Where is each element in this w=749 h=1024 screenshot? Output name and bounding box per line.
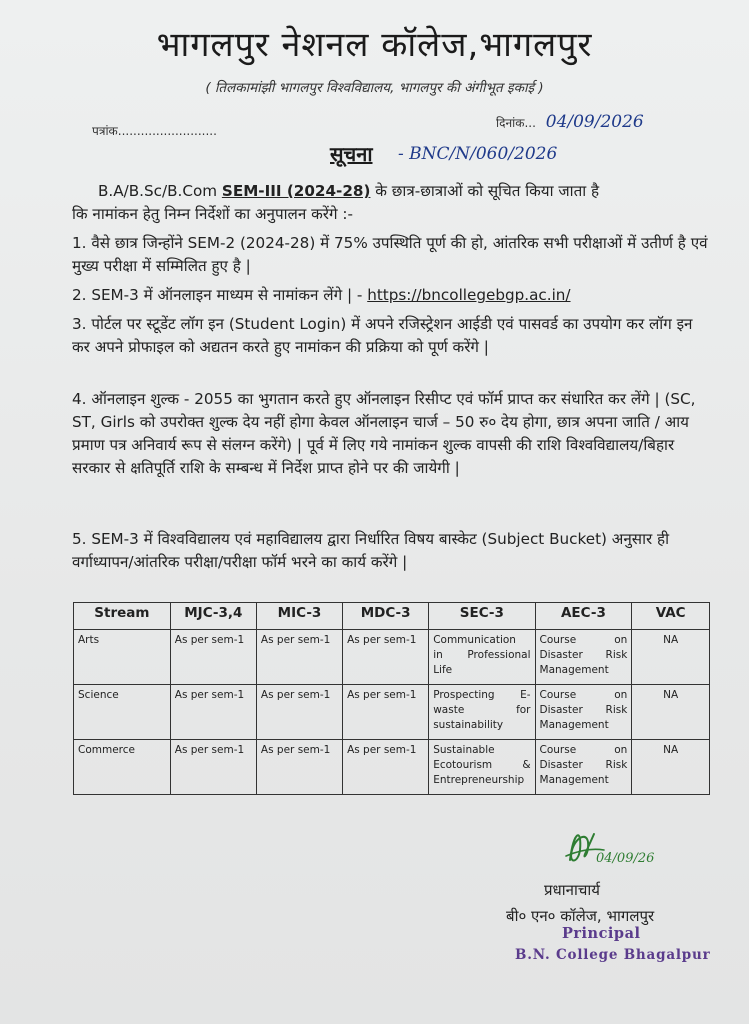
intro-line-2: कि नामांकन हेतु निम्न निर्देशों का अनुपालन करेंगे :- [72,205,353,223]
cell-vac: NA [632,630,710,685]
dinank-label: दिनांक [496,116,525,130]
intro-rest: के छात्र-छात्राओं को सूचित किया जाता है [375,182,600,200]
notice-reference: - BNC/N/060/2026 [398,144,558,164]
cell-mdc: As per sem-1 [343,630,429,685]
cell-vac: NA [632,740,710,795]
table-header-row [74,603,710,630]
cell-mic: As per sem-1 [256,740,342,795]
cell-mjc: As per sem-1 [170,740,256,795]
cell-mjc: As per sem-1 [170,630,256,685]
college-website-link[interactable]: https://bncollegebgp.ac.in/ [367,286,571,304]
intro-line-1 [98,180,718,203]
header-vac: VAC [632,603,710,630]
table-row [74,685,710,740]
table-row [74,630,710,685]
cell-stream: Science [74,685,171,740]
cell-aec: Course on Disaster Risk Management [535,740,632,795]
stamp-title: Principal [562,925,641,942]
cell-mic: As per sem-1 [256,630,342,685]
cell-sec: Communication in Professional Life [429,630,535,685]
principal-college: बी० एन० कॉलेज, भागलपुर [506,907,655,925]
patrank-field: पत्रांक.......................... [92,124,217,138]
point-1: 1. वैसे छात्र जिन्होंने SEM-2 (2024-28) में 75% उपस्थिति पूर्ण की हो, आंतरिक सभी परीक्षाओं में उतीर्ण है एवं मुख्य परीक्षा में सम्मिलित हुए है | [72,234,708,275]
cell-mdc: As per sem-1 [343,685,429,740]
principal-role: प्रधानाचार्य [544,881,600,899]
cell-aec: Course on Disaster Risk Management [535,685,632,740]
header-aec: AEC-3 [535,603,632,630]
subject-bucket-table [73,602,710,795]
header-mic: MIC-3 [256,603,342,630]
intro-prefix: B.A/B.Sc/B.Com [98,182,218,200]
dinank-value: 04/09/2026 [545,112,644,132]
notice-heading: सूचना [330,142,373,166]
intro-sem: SEM-III (2024-28) [221,182,371,200]
header-mjc: MJC-3,4 [170,603,256,630]
cell-aec: Course on Disaster Risk Management [535,630,632,685]
point-2 [72,284,712,307]
cell-mdc: As per sem-1 [343,740,429,795]
point-5: 5. SEM-3 में विश्वविद्यालय एवं महाविद्यालय द्वारा निर्धारित विषय बास्केट (Subject Bucket) अनुसार ही वर्गाध्यापन/आंतरिक परीक्षा/परीक्षा फॉर्म भरने का कार्य करेंगे | [72,530,670,571]
cell-stream: Commerce [74,740,171,795]
point-4: 4. ऑनलाइन शुल्क - 2055 का भुगतान करते हुए ऑनलाइन रिसीप्ट एवं फॉर्म प्राप्त कर संधारित कर लेंगे | (SC, ST, Girls को उपरोक्त शुल्क देय नहीं होगा केवल ऑनलाइन चार्ज – 50 रु० देय होगा, छात्र अपना जाति / आय प्रमाण पत्र अनिवार्य रूप से संलग्न करेंगे) | पूर्व में लिए गये नामांकन शुल्क वापसी की राशि विश्वविद्यालय/बिहार सरकार से क्षतिपूर्ति राशि के सम्बन्ध में निर्देश प्राप्त होने पर की जायेगी | [72,390,696,477]
header-stream: Stream [74,603,171,630]
cell-stream: Arts [74,630,171,685]
cell-sec: Prospecting E- waste for sustainability [429,685,535,740]
cell-mic: As per sem-1 [256,685,342,740]
principal-signature [560,820,670,870]
header-sec: SEC-3 [429,603,535,630]
cell-sec: Sustainable Ecotourism & Entrepreneurship [429,740,535,795]
cell-mjc: As per sem-1 [170,685,256,740]
college-name: भागलपुर नेशनल कॉलेज,भागलपुर [156,25,593,65]
dinank-field: दिनांक... 04/09/2026 [496,112,644,132]
college-subtitle: ( तिलकामांझी भागलपुर विश्वविद्यालय, भागलपुर की अंगीभूत इकाई ) [205,80,544,96]
point-2-text: 2. SEM-3 में ऑनलाइन माध्यम से नामांकन लेंगे | - [72,286,368,304]
table-row [74,740,710,795]
cell-vac: NA [632,685,710,740]
point-3: 3. पोर्टल पर स्टूडेंट लॉग इन (Student Login) में अपने रजिस्ट्रेशन आईडी एवं पासवर्ड का उपयोग कर लॉग इन कर अपने प्रोफाइल को अद्यतन करते हुए नामांकन की प्रक्रिया को पूर्ण करेंगे | [72,315,693,356]
stamp-college: B.N. College Bhagalpur [515,947,711,963]
signature-date: 04/09/26 [596,851,655,866]
header-mdc: MDC-3 [343,603,429,630]
